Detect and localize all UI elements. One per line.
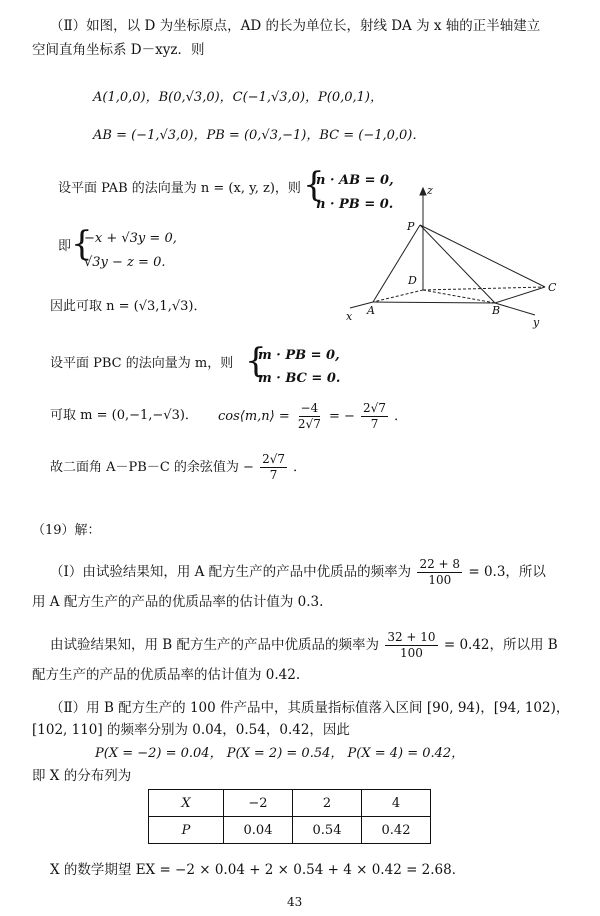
table-row xyxy=(149,817,431,844)
normal-pab-eq1: n · AB = 0, xyxy=(316,173,394,188)
table-cell: 0.42 xyxy=(362,817,431,844)
cos-fraction-1 xyxy=(296,401,323,432)
normal-pbc-eq1: m · PB = 0, xyxy=(258,348,340,363)
frac-num: −4 xyxy=(300,401,319,415)
brace: { xyxy=(303,165,325,205)
part2-intro-line2: 空间直角坐标系 D－xyz．则 xyxy=(32,42,205,58)
frac-den: 7 xyxy=(269,468,278,482)
label-x: x xyxy=(346,310,353,323)
cos-end: ． xyxy=(394,409,408,424)
conclusion xyxy=(50,452,306,483)
frac-den: 7 xyxy=(370,417,379,431)
n-value: 因此可取 n = (√3,1,√3)． xyxy=(50,299,207,314)
frac-den: 100 xyxy=(428,573,452,587)
q19-expectation: X 的数学期望 EX = −2 × 0.04 + 2 × 0.54 + 4 × 0.42 = 2.68． xyxy=(50,862,466,878)
cos-formula xyxy=(218,401,407,432)
label-P: P xyxy=(407,220,415,233)
q19-p2-result: = 0.42，所以用 B xyxy=(443,637,558,653)
q19-p1-result: = 0.3，所以 xyxy=(468,564,546,580)
cos-lhs: cos⟨m,n⟩ = xyxy=(218,409,290,424)
label-D: D xyxy=(408,274,417,287)
normal-pab-text: 设平面 PAB 的法向量为 n = (x, y, z)，则 xyxy=(58,181,301,196)
page-number: 43 xyxy=(287,895,303,909)
normal-pbc-text: 设平面 PBC 的法向量为 m，则 xyxy=(50,356,234,371)
label-z: z xyxy=(427,184,433,197)
label-A: A xyxy=(367,304,375,317)
table-cell: 4 xyxy=(362,790,431,817)
frac-den: 100 xyxy=(399,646,423,660)
brace: { xyxy=(245,341,267,381)
normal-pab-eq2: n · PB = 0. xyxy=(316,197,394,212)
brace: { xyxy=(71,224,93,264)
system1-eq2: √3y − z = 0. xyxy=(84,255,166,270)
q19-part2-line1: （Ⅱ）用 B 配方生产的 100 件产品中，其质量指标值落入区间 [90, 94)，[94, 102)， xyxy=(50,700,570,716)
conclusion-end: ． xyxy=(293,460,307,475)
edge-PC xyxy=(420,225,545,287)
y-axis xyxy=(495,303,535,315)
q19-part1-line1 xyxy=(50,557,546,588)
part2-intro-line1: （Ⅱ）如图，以 D 为坐标原点，AD 的长为单位长，射线 DA 为 x 轴的正半轴建立 xyxy=(50,18,541,34)
pyramid-figure xyxy=(340,180,570,330)
frac-num: 22 + 8 xyxy=(419,557,461,571)
system1-eq1: −x + √3y = 0, xyxy=(84,231,177,246)
frac-den: 2√7 xyxy=(297,417,321,431)
ji-label: 即 xyxy=(58,239,72,254)
z-axis-arrow xyxy=(420,188,426,195)
q19-part2-line2: [102, 110] 的频率分别为 0.04，0.54，0.42，因此 xyxy=(32,722,350,738)
table-cell: X xyxy=(149,790,224,817)
edge-DC xyxy=(423,287,545,290)
q19-probabilities: P(X = −2) = 0.04， P(X = 2) = 0.54， P(X = 4) = 0.42， xyxy=(95,746,465,761)
table-cell: P xyxy=(149,817,224,844)
frac-num: 2√7 xyxy=(363,401,386,415)
cos-fraction-2 xyxy=(361,401,388,432)
m-value: 可取 m = (0,−1,−√3)． xyxy=(50,408,198,423)
q19-p1-fraction xyxy=(417,557,462,588)
q19-p2-fraction xyxy=(385,630,437,661)
table-cell: 2 xyxy=(293,790,362,817)
edge-BC xyxy=(495,287,545,303)
label-C: C xyxy=(548,281,557,294)
edge-AB xyxy=(373,302,495,303)
x-axis-dashed xyxy=(373,290,423,302)
q19-distribution-intro: 即 X 的分布列为 xyxy=(32,768,132,784)
cos-equals: = − xyxy=(328,409,355,424)
distribution-table xyxy=(148,789,431,844)
table-row xyxy=(149,790,431,817)
q19-p1-text: （Ⅰ）由试验结果知，用 A 配方生产的产品中优质品的频率为 xyxy=(50,564,412,580)
table-cell: −2 xyxy=(224,790,293,817)
q19-p2-text: 由试验结果知，用 B 配方生产的产品中优质品的频率为 xyxy=(50,637,380,653)
table-cell: 0.04 xyxy=(224,817,293,844)
q19-part1b-line2: 配方生产的产品的优质品率的估计值为 0.42. xyxy=(32,667,301,683)
table-cell: 0.54 xyxy=(293,817,362,844)
label-y: y xyxy=(533,316,540,329)
edge-PA xyxy=(373,225,420,302)
frac-num: 2√7 xyxy=(262,452,285,466)
conclusion-fraction xyxy=(260,452,287,483)
frac-num: 32 + 10 xyxy=(387,630,436,644)
q19-part1-line2: 用 A 配方生产的产品的优质品率的估计值为 0.3. xyxy=(32,594,324,610)
normal-pbc-eq2: m · BC = 0. xyxy=(258,371,341,386)
edge-PB xyxy=(420,225,495,303)
vector-coordinates: AB = (−1,√3,0)，PB = (0,√3,−1)，BC = (−1,0,0)． xyxy=(93,128,426,143)
q19-header: （19）解： xyxy=(32,523,101,538)
label-B: B xyxy=(492,304,501,317)
conclusion-text: 故二面角 A－PB－C 的余弦值为 − xyxy=(50,460,254,475)
point-coordinates: A(1,0,0)，B(0,√3,0)，C(−1,√3,0)，P(0,0,1)， xyxy=(93,90,383,105)
q19-part1b-line1 xyxy=(50,630,558,661)
